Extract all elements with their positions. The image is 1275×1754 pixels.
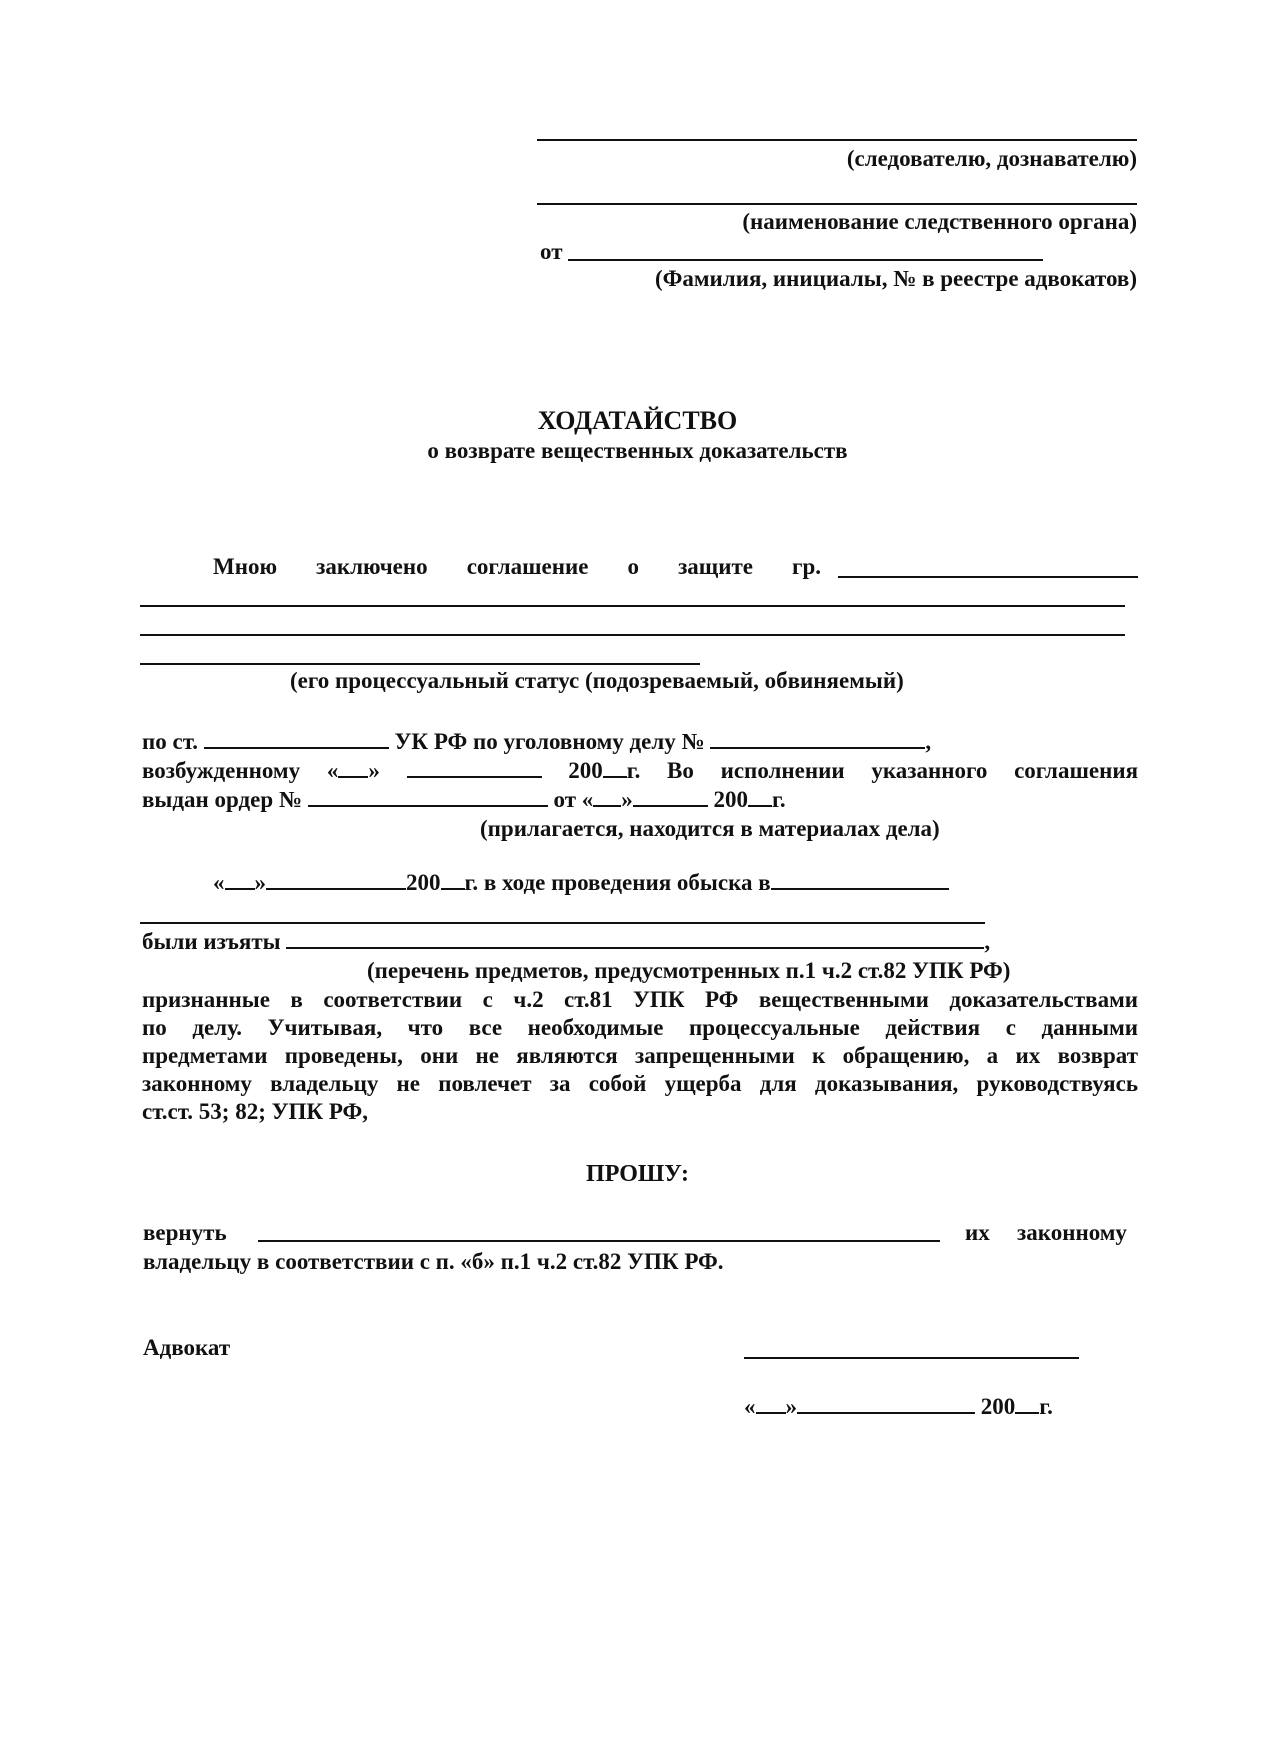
year-suffix: г. [772, 787, 786, 812]
request-heading: ПРОШУ: [586, 1161, 689, 1187]
seized-line [142, 928, 990, 956]
return-items-blank [258, 1240, 940, 1242]
reason-line-1: признанные в соответствии с ч.2 ст.81 УПК РФ вещественными доказательствами [142, 987, 1138, 1012]
date-day-blank [756, 1393, 786, 1414]
word-4: о [627, 554, 639, 579]
signature-date [744, 1393, 1053, 1421]
reason-line-2: по делу. Учитывая, что все необходимые процессуальные действия с данными [142, 1015, 1138, 1040]
warrant-caption: (прилагается, находится в материалах дела) [480, 816, 940, 841]
signature-line [744, 1357, 1079, 1359]
lawyer-caption: (Фамилия, инициалы, № в реестре адвокатов) [654, 266, 1137, 291]
seized-label: были изъяты [142, 929, 281, 954]
search-place-line-2 [140, 922, 985, 924]
date-month-blank [797, 1393, 975, 1414]
year-suffix: г. [1039, 1394, 1053, 1419]
comma: , [984, 929, 991, 954]
search-year-blank [441, 869, 465, 890]
year-prefix: 200 [568, 758, 603, 783]
quote-close: » [254, 870, 266, 895]
client-blank-line-3 [140, 663, 700, 665]
initiated-line [142, 757, 1138, 785]
from-word: от [553, 787, 577, 812]
lawyer-blank-line [568, 259, 1043, 261]
article-line [142, 728, 931, 756]
case-number-blank [710, 728, 925, 749]
day-blank [338, 757, 368, 778]
reason-line-3: предметами проведены, они не являются запрещенными к обращению, а их возврат [142, 1043, 1138, 1068]
warrant-label: выдан ордер № [142, 787, 303, 812]
quote-close: » [785, 1394, 797, 1419]
owner-word: законному [1017, 1220, 1127, 1245]
document-subtitle: о возврате вещественных доказательств [427, 438, 848, 463]
quote-close: » [621, 787, 633, 812]
initiated-label: возбужденному [142, 758, 301, 783]
quote-close: » [368, 758, 380, 783]
warrant-year-blank [748, 786, 772, 807]
reason-line-5: ст.ст. 53; 82; УПК РФ, [142, 1099, 368, 1124]
warrant-number-blank [308, 786, 548, 807]
investigator-blank-line [537, 139, 1137, 141]
uk-label: УК РФ по уголовному делу № [394, 729, 705, 754]
warrant-line [142, 786, 786, 814]
return-label: вернуть [143, 1220, 227, 1245]
initiated-tail: г. Во исполнении указанного соглашения [626, 758, 1139, 783]
document-title: ХОДАТАЙСТВО [537, 406, 738, 435]
year-prefix: 200 [406, 870, 441, 895]
word-5: защите [678, 554, 753, 579]
search-day-blank [225, 869, 255, 890]
client-blank-line-2 [140, 634, 1125, 636]
word-2: заключено [316, 554, 428, 579]
quote-open: « [581, 787, 594, 812]
month-blank [407, 757, 542, 778]
status-caption: (его процессуальный статус (подозреваемый, обвиняемый) [290, 668, 904, 693]
comma: , [925, 729, 932, 754]
lawyer-label: Адвокат [143, 1335, 231, 1360]
organ-caption: (наименование следственного органа) [742, 209, 1137, 234]
seized-items-blank [286, 928, 984, 949]
quote-open: « [744, 1394, 756, 1419]
request-line-2: владельцу в соответствии с п. «б» п.1 ч.2 ст.82 УПК РФ. [143, 1249, 724, 1274]
client-blank-line-1 [140, 605, 1125, 607]
agreement-line [213, 553, 821, 581]
article-label: по ст. [142, 729, 199, 754]
organ-blank-line [537, 203, 1137, 205]
word-1: Мною [213, 554, 278, 579]
search-tail: г. в ходе проведения обыска в [464, 870, 771, 895]
year-blank [603, 757, 627, 778]
year-prefix: 200 [980, 1394, 1016, 1419]
quote-open: « [213, 870, 225, 895]
client-name-blank [838, 576, 1138, 578]
quote-open: « [326, 758, 339, 783]
warrant-day-blank [593, 786, 621, 807]
search-line [213, 869, 949, 897]
word-3: соглашение [466, 554, 589, 579]
search-month-blank [266, 869, 406, 890]
items-caption: (перечень предметов, предусмотренных п.1 ч.2 ст.82 УПК РФ) [367, 958, 1011, 983]
warrant-month-blank [633, 786, 708, 807]
from-label: от [540, 239, 563, 264]
reason-paragraph [142, 986, 1138, 1126]
investigator-caption: (следователю, дознавателю) [846, 146, 1137, 171]
article-blank [204, 728, 389, 749]
year-prefix: 200 [713, 787, 749, 812]
date-year-blank [1015, 1393, 1039, 1414]
their-word: их [965, 1220, 990, 1245]
search-place-blank [771, 869, 949, 890]
reason-line-4: законному владельцу не повлечет за собой ущерба для доказывания, руководствуясь [142, 1071, 1138, 1096]
word-6: гр. [792, 554, 822, 579]
